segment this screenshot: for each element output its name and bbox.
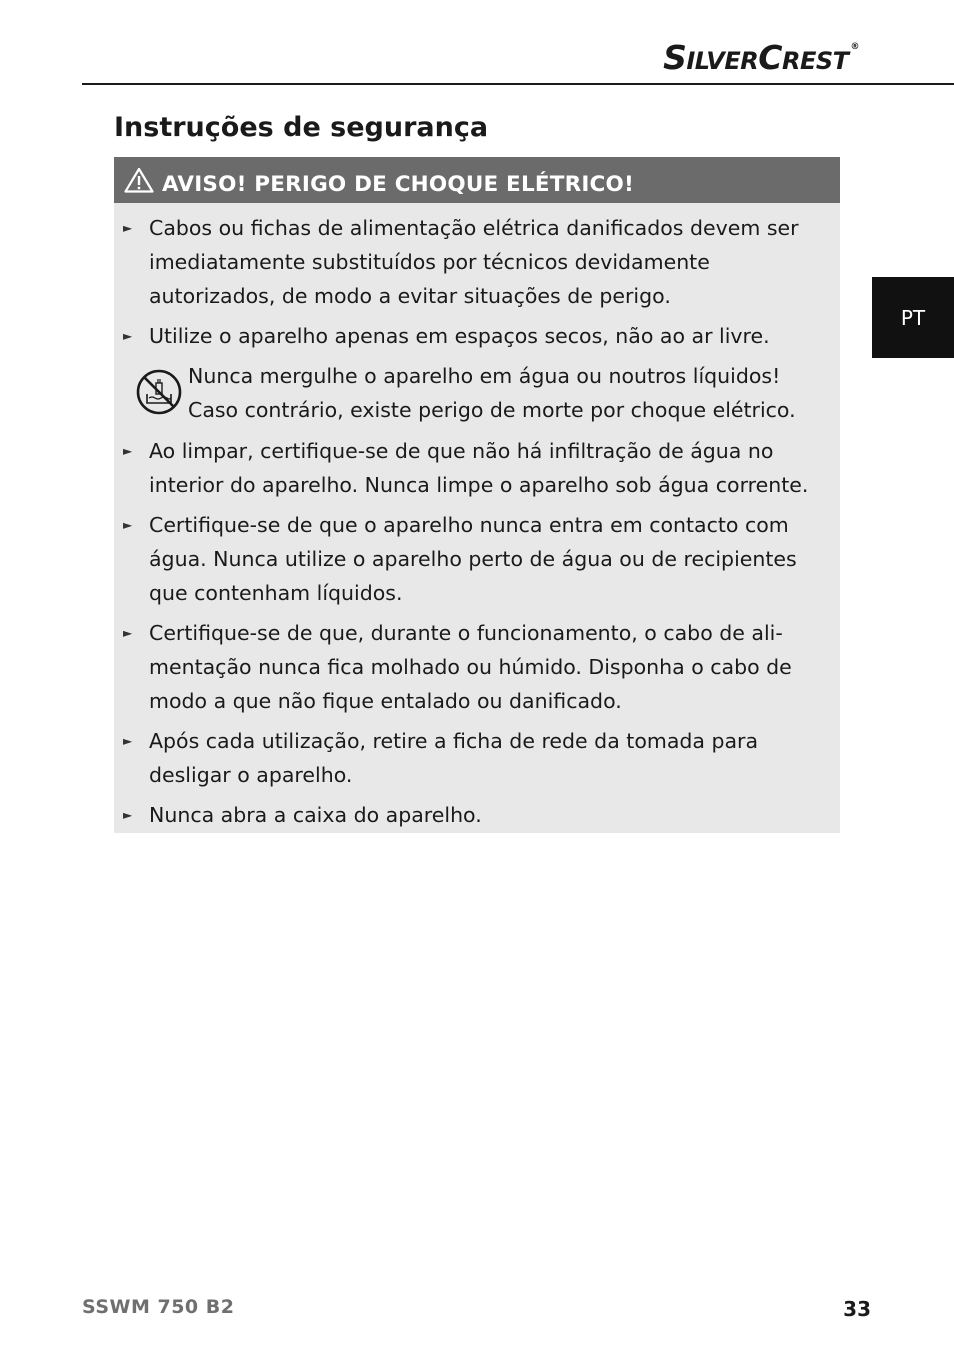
footer-page-number: 33 (843, 1297, 871, 1321)
list-item: ► Nunca abra a caixa do aparelho. (114, 798, 840, 832)
bullet-arrow-icon: ► (123, 444, 133, 458)
footer-model-number: SSWM 750 B2 (82, 1296, 235, 1318)
list-item: ► Certifique-se de que, durante o funcionamento, o cabo de ali-mentação nunca fica molhado ou húmido. Disponha o cabo de modo a que não fique entalado ou danificado. (114, 616, 840, 718)
language-tab: PT (872, 277, 954, 358)
list-item-no-immersion: Nunca mergulhe o aparelho em água ou noutros líquidos! Caso contrário, existe perigo de morte por choque elétrico. (114, 359, 840, 427)
brand-logo: SILVERCREST ® (663, 38, 859, 77)
warning-list (114, 203, 840, 832)
bullet-arrow-icon: ► (123, 518, 133, 532)
bullet-arrow-icon: ► (123, 734, 133, 748)
no-water-immersion-icon (135, 368, 183, 416)
list-item: ► Certifique-se de que o aparelho nunca entra em contacto com água. Nunca utilize o aparelho perto de água ou de recipientes que contenham líquidos. (114, 508, 840, 610)
bullet-arrow-icon: ► (123, 808, 133, 822)
section-title: Instruções de segurança (114, 112, 489, 143)
warning-header (114, 157, 840, 203)
list-item: ► Cabos ou fichas de alimentação elétrica danificados devem ser imediatamente substituídos por técnicos devidamente autorizados, de modo a evitar situações de perigo. (114, 211, 840, 313)
warning-title: AVISO! PERIGO DE CHOQUE ELÉTRICO! (162, 171, 635, 197)
bullet-arrow-icon: ► (123, 329, 133, 343)
bullet-arrow-icon: ► (123, 221, 133, 235)
header-rule (82, 83, 954, 85)
warning-box (114, 157, 840, 833)
bullet-arrow-icon: ► (123, 626, 133, 640)
list-item: ► Ao limpar, certifique-se de que não há infiltração de água no interior do aparelho. Nunca limpe o aparelho sob água corrente. (114, 434, 840, 502)
list-item: ► Utilize o aparelho apenas em espaços secos, não ao ar livre. (114, 319, 840, 353)
list-item: ► Após cada utilização, retire a ficha de rede da tomada para desligar o aparelho. (114, 724, 840, 792)
warning-triangle-icon (124, 167, 154, 193)
